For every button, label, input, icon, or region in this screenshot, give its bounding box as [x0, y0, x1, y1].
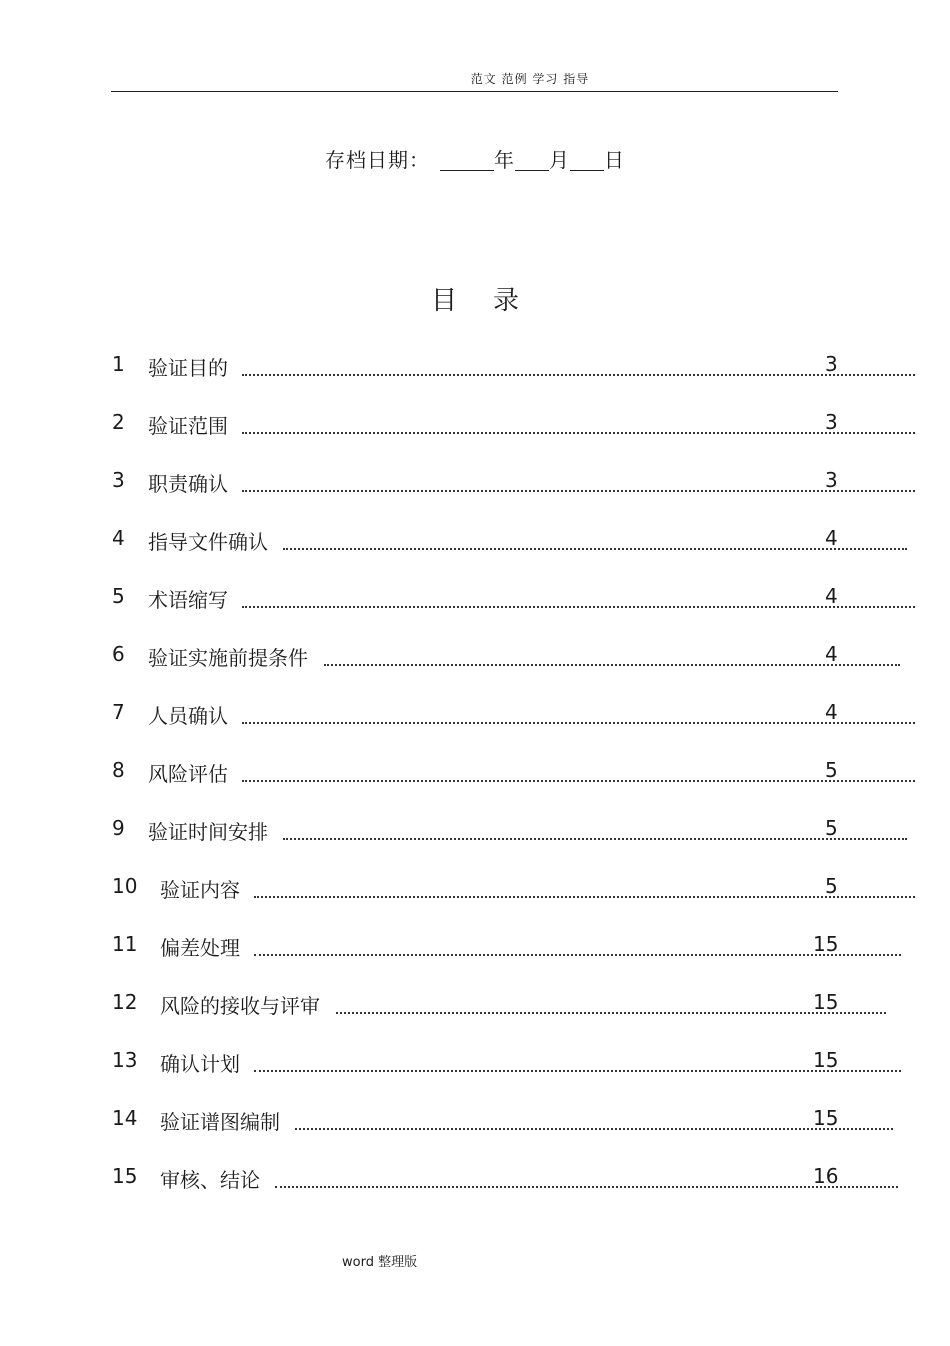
- toc-entry-label: 职责确认: [148, 472, 228, 496]
- toc-entry-leader: [242, 474, 915, 492]
- toc-entry-leader: [283, 822, 907, 840]
- toc-entry-number: 15: [112, 1164, 138, 1188]
- toc-entry-leader: [336, 996, 886, 1014]
- toc-entry-label: 审核、结论: [160, 1168, 260, 1192]
- toc-entry-label: 验证谱图编制: [160, 1110, 280, 1134]
- toc-entry-label: 术语缩写: [148, 588, 228, 612]
- toc-title: 目录: [430, 286, 555, 316]
- toc-entry-label: 验证目的: [148, 356, 228, 380]
- toc-entry-number: 9: [112, 816, 125, 840]
- toc-entry-number: 7: [112, 700, 125, 724]
- toc-entry[interactable]: [0, 990, 950, 1020]
- toc-entry[interactable]: [0, 642, 950, 672]
- toc-entry-page: 4: [825, 584, 838, 608]
- toc-entry-number: 11: [112, 932, 138, 956]
- toc-entry-leader: [242, 590, 915, 608]
- toc-entry[interactable]: [0, 932, 950, 962]
- year-blank: [440, 150, 494, 171]
- day-blank: [570, 150, 604, 171]
- toc-entry[interactable]: [0, 1164, 950, 1194]
- toc-entry-number: 12: [112, 990, 138, 1014]
- toc-entry[interactable]: [0, 1106, 950, 1136]
- toc-entry[interactable]: [0, 468, 950, 498]
- toc-entry-label: 验证实施前提条件: [148, 646, 308, 670]
- toc-entry-label: 指导文件确认: [148, 530, 268, 554]
- toc-entry[interactable]: [0, 816, 950, 846]
- toc-entry-leader: [242, 358, 915, 376]
- toc-entry[interactable]: [0, 700, 950, 730]
- toc-entry-page: 15: [813, 990, 839, 1014]
- archive-date-label: 存档日期：: [325, 148, 430, 172]
- toc-entry[interactable]: [0, 526, 950, 556]
- toc-entry-label: 偏差处理: [160, 936, 240, 960]
- toc-entry-page: 4: [825, 642, 838, 666]
- toc-entry-number: 13: [112, 1048, 138, 1072]
- toc-entry-number: 2: [112, 410, 125, 434]
- toc-entry-number: 10: [112, 874, 138, 898]
- header-rule: [111, 91, 838, 92]
- toc-entry-page: 16: [813, 1164, 839, 1188]
- toc-entry-leader: [254, 880, 915, 898]
- toc-entry-number: 4: [112, 526, 125, 550]
- toc-entry[interactable]: [0, 758, 950, 788]
- toc-entry-page: 5: [825, 816, 838, 840]
- toc-entry-label: 验证范围: [148, 414, 228, 438]
- toc-entry[interactable]: [0, 874, 950, 904]
- toc-entry-page: 4: [825, 526, 838, 550]
- toc-entry-leader: [283, 532, 907, 550]
- toc-entry-label: 人员确认: [148, 704, 228, 728]
- day-unit: 日: [604, 148, 625, 172]
- toc-entry-label: 验证时间安排: [148, 820, 268, 844]
- toc-entry-page: 3: [825, 352, 838, 376]
- toc-entry-leader: [242, 416, 915, 434]
- toc-entry-leader: [254, 1054, 901, 1072]
- toc-entry-leader: [242, 706, 915, 724]
- toc-entry[interactable]: [0, 584, 950, 614]
- page-header: 范文 范例 学习 指导: [470, 72, 590, 86]
- toc-entry[interactable]: [0, 1048, 950, 1078]
- toc-entry-label: 风险的接收与评审: [160, 994, 320, 1018]
- toc-entry-page: 5: [825, 874, 838, 898]
- toc-entry-number: 8: [112, 758, 125, 782]
- toc-entry-label: 风险评估: [148, 762, 228, 786]
- toc-entry-number: 5: [112, 584, 125, 608]
- toc-entry[interactable]: [0, 410, 950, 440]
- toc-entry-leader: [324, 648, 900, 666]
- month-blank: [515, 150, 549, 171]
- toc-entry-leader: [254, 938, 901, 956]
- toc-entry-page: 3: [825, 410, 838, 434]
- toc-entry-page: 15: [813, 1106, 839, 1130]
- toc-entry-label: 确认计划: [160, 1052, 240, 1076]
- toc-entry-page: 4: [825, 700, 838, 724]
- toc-entry-number: 3: [112, 468, 125, 492]
- toc-entry-number: 6: [112, 642, 125, 666]
- toc-entry-label: 验证内容: [160, 878, 240, 902]
- toc-entry-page: 3: [825, 468, 838, 492]
- page-footer: word 整理版: [342, 1255, 418, 1270]
- toc-entry[interactable]: [0, 352, 950, 382]
- archive-date-line: [0, 144, 950, 173]
- toc-entry-leader: [275, 1170, 899, 1188]
- toc-entry-number: 14: [112, 1106, 138, 1130]
- toc-entry-page: 15: [813, 1048, 839, 1072]
- month-unit: 月: [549, 148, 570, 172]
- toc-entry-number: 1: [112, 352, 125, 376]
- year-unit: 年: [494, 148, 515, 172]
- toc-entry-page: 5: [825, 758, 838, 782]
- toc-entry-leader: [295, 1112, 893, 1130]
- toc-entry-leader: [242, 764, 915, 782]
- toc-entry-page: 15: [813, 932, 839, 956]
